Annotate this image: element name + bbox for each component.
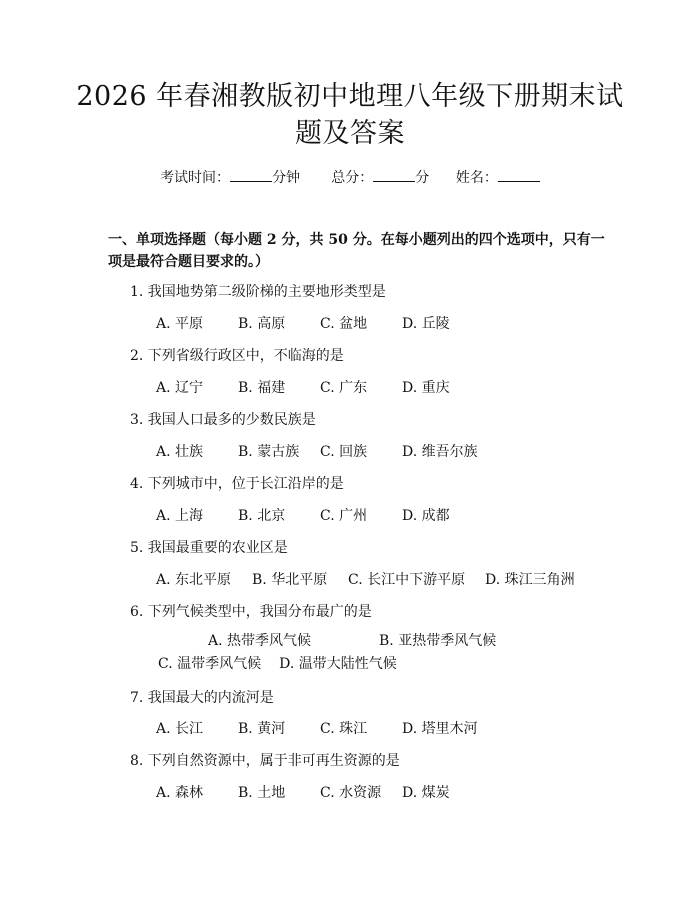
option-b: B. 福建 — [238, 380, 286, 396]
option-b: B. 土地 — [238, 785, 286, 801]
exam-title — [0, 78, 700, 152]
option-c: C. 珠江 — [320, 721, 368, 737]
score-unit: 分 — [415, 170, 430, 186]
option-c: C. 广州 — [320, 508, 368, 524]
option-a: A. 热带季风气候 — [208, 633, 312, 649]
option-c: C. 广东 — [320, 380, 368, 396]
question-options — [156, 441, 478, 461]
question-options — [156, 782, 450, 802]
option-d: D. 珠江三角洲 — [485, 572, 575, 588]
option-d: D. 维吾尔族 — [402, 444, 478, 460]
question-options — [156, 377, 450, 397]
option-b: B. 华北平原 — [252, 572, 328, 588]
question-stem: 2. 下列省级行政区中，不临海的是 — [130, 348, 344, 364]
option-c: C. 长江中下游平原 — [348, 572, 466, 588]
option-d: D. 塔里木河 — [402, 721, 478, 737]
name-blank[interactable] — [498, 168, 540, 182]
question-stem: 5. 我国最重要的农业区是 — [130, 540, 288, 556]
option-a: A. 东北平原 — [156, 572, 232, 588]
name-label: 姓名： — [455, 170, 498, 186]
question-options — [156, 313, 450, 333]
option-d: D. 温带大陆性气候 — [279, 656, 397, 672]
question-options — [156, 505, 450, 525]
option-d: D. 重庆 — [402, 380, 450, 396]
option-b: B. 亚热带季风气候 — [379, 633, 497, 649]
option-c: C. 温带季风气候 — [158, 656, 262, 672]
question-stem: 7. 我国最大的内流河是 — [130, 690, 274, 706]
option-d: D. 丘陵 — [402, 316, 450, 332]
question-stem: 4. 下列城市中，位于长江沿岸的是 — [130, 476, 344, 492]
option-a: A. 上海 — [156, 508, 204, 524]
option-a: A. 平原 — [156, 316, 204, 332]
option-c: C. 盆地 — [320, 316, 368, 332]
option-b: B. 蒙古族 — [238, 444, 300, 460]
question-options — [156, 718, 478, 738]
option-b: B. 黄河 — [238, 721, 286, 737]
exam-meta — [0, 167, 700, 187]
score-blank[interactable] — [373, 168, 415, 182]
option-a: A. 森林 — [156, 785, 204, 801]
option-b: B. 北京 — [238, 508, 286, 524]
option-d: D. 成都 — [402, 508, 450, 524]
title-line-2: 题及答案 — [295, 118, 405, 149]
time-blank[interactable] — [230, 168, 272, 182]
section-heading: 一、单项选择题（每小题 2 分，共 50 分。在每小题列出的四个选项中，只有一项是最符合题目要求的。） — [108, 232, 605, 270]
question-stem: 3. 我国人口最多的少数民族是 — [130, 412, 316, 428]
option-c: C. 回族 — [320, 444, 368, 460]
question-options — [108, 630, 590, 676]
question-stem: 1. 我国地势第二级阶梯的主要地形类型是 — [130, 284, 386, 300]
option-c: C. 水资源 — [320, 785, 382, 801]
option-a: A. 长江 — [156, 721, 204, 737]
question-options — [156, 569, 575, 589]
option-b: B. 高原 — [238, 316, 286, 332]
option-a: A. 壮族 — [156, 444, 204, 460]
time-unit: 分钟 — [272, 170, 301, 186]
question-stem: 8. 下列自然资源中，属于非可再生资源的是 — [130, 753, 400, 769]
option-a: A. 辽宁 — [156, 380, 204, 396]
title-line-1: 2026 年春湘教版初中地理八年级下册期末试 — [76, 81, 624, 112]
time-label: 考试时间： — [160, 170, 231, 186]
option-d: D. 煤炭 — [402, 785, 450, 801]
score-label: 总分： — [331, 170, 374, 186]
question-stem: 6. 下列气候类型中，我国分布最广的是 — [130, 604, 372, 620]
